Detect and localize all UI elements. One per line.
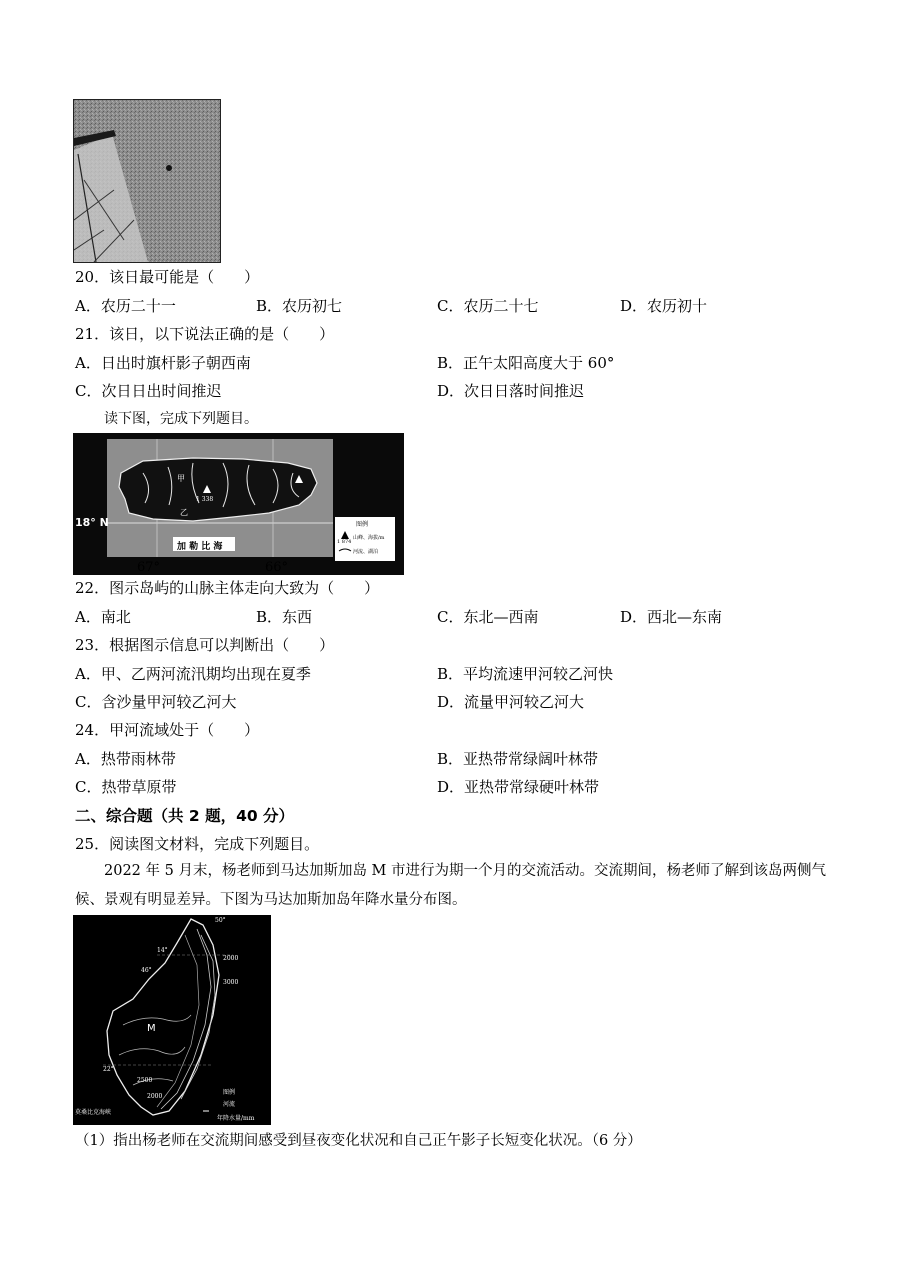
madagascar-legend-isohyet: 年降水量/mm — [217, 1115, 255, 1122]
q24-option-c[interactable]: C．热带草原带 — [75, 778, 177, 796]
madagascar-channel-label: 莫桑比克海峡 — [75, 1109, 112, 1116]
q23-option-c[interactable]: C．含沙量甲河较乙河大 — [75, 693, 237, 711]
q22-stem: 22．图示岛屿的山脉主体走向大致为（ ） — [75, 579, 380, 597]
q22-option-d[interactable]: D．西北—东南 — [620, 608, 723, 626]
flagpole-photo-drawing — [74, 100, 220, 262]
q23-option-b[interactable]: B．平均流速甲河较乙河快 — [437, 665, 614, 683]
madagascar-lon-50: 50° — [215, 917, 226, 924]
q23-option-a[interactable]: A．甲、乙两河流汛期均出现在夏季 — [75, 665, 311, 683]
q20-option-c[interactable]: C．农历二十七 — [437, 297, 539, 315]
q24-option-b[interactable]: B．亚热带常绿阔叶林带 — [437, 750, 599, 768]
island-legend-peak-value: 1 874 — [337, 539, 352, 545]
madagascar-map — [73, 915, 271, 1125]
island-lon-label-66: 66° — [265, 560, 289, 575]
madagascar-map-drawing — [73, 915, 271, 1125]
q25-material: 2022 年 5 月末，杨老师到马达加斯加岛 M 市进行为期一个月的交流活动。交流期间，杨老师了解到该岛两侧气候、景观有明显差异。下图为马达加斯加岛年降水量分布图。 — [75, 863, 827, 908]
island-sea-label: 加 勒 比 海 — [177, 542, 223, 552]
q21-option-b[interactable]: B．正午太阳高度大于 60° — [437, 354, 615, 372]
q20-option-d[interactable]: D．农历初十 — [620, 297, 708, 315]
madagascar-iso-value: 2000 — [147, 1093, 163, 1100]
madagascar-iso-value: 2000 — [223, 955, 239, 962]
q21-stem: 21．该日，以下说法正确的是（ ） — [75, 325, 335, 343]
q20-option-b[interactable]: B．农历初七 — [256, 297, 343, 315]
q24-option-d[interactable]: D．亚热带常绿硬叶林带 — [437, 778, 600, 796]
island-legend-river: 河流、湖泊 — [353, 549, 379, 555]
q21-option-d[interactable]: D．次日日落时间推迟 — [437, 382, 585, 400]
q20-stem: 20．该日最可能是（ ） — [75, 268, 260, 286]
q21-option-a[interactable]: A．日出时旗杆影子朝西南 — [75, 354, 251, 372]
island-map — [73, 433, 404, 575]
island-lon-label-67: 67° — [137, 560, 161, 575]
madagascar-lat-14: 14° — [157, 947, 168, 954]
flagpole-photo — [73, 99, 221, 263]
island-legend-title: 图例 — [356, 521, 369, 528]
madagascar-iso-value: 3000 — [223, 979, 239, 986]
q24-option-a[interactable]: A．热带雨林带 — [75, 750, 176, 768]
map-intro: 读下图，完成下列题目。 — [104, 411, 258, 427]
q22-option-b[interactable]: B．东西 — [256, 608, 313, 626]
madagascar-lat-22: 22° — [103, 1066, 114, 1073]
section-2-heading: 二、综合题（共 2 题，40 分） — [75, 807, 295, 825]
q21-option-c[interactable]: C．次日日出时间推迟 — [75, 382, 222, 400]
q25-stem: 25．阅读图文材料，完成下列题目。 — [75, 835, 320, 853]
island-peak-value: 1 338 — [196, 496, 214, 503]
madagascar-legend-river: 河流 — [223, 1101, 236, 1108]
q25-sub1: （1）指出杨老师在交流期间感受到昼夜变化状况和自己正午影子长短变化状况。（6 分） — [75, 1133, 642, 1149]
island-legend-peak: 山峰、海拔/m — [353, 535, 385, 541]
q22-option-c[interactable]: C．东北—西南 — [437, 608, 539, 626]
madagascar-lon-46: 46° — [141, 967, 152, 974]
q23-option-d[interactable]: D．流量甲河较乙河大 — [437, 693, 585, 711]
madagascar-iso-value: 2500 — [137, 1077, 153, 1084]
madagascar-legend-title: 图例 — [223, 1089, 236, 1096]
q24-stem: 24．甲河流域处于（ ） — [75, 721, 260, 739]
island-lat-label: 18° N — [75, 516, 109, 529]
island-river-jia: 甲 — [177, 474, 185, 483]
q20-option-a[interactable]: A．农历二十一 — [75, 297, 176, 315]
madagascar-city-m: M — [147, 1023, 156, 1034]
q22-option-a[interactable]: A．南北 — [75, 608, 131, 626]
q23-stem: 23．根据图示信息可以判断出（ ） — [75, 636, 335, 654]
island-river-yi: 乙 — [180, 508, 188, 517]
